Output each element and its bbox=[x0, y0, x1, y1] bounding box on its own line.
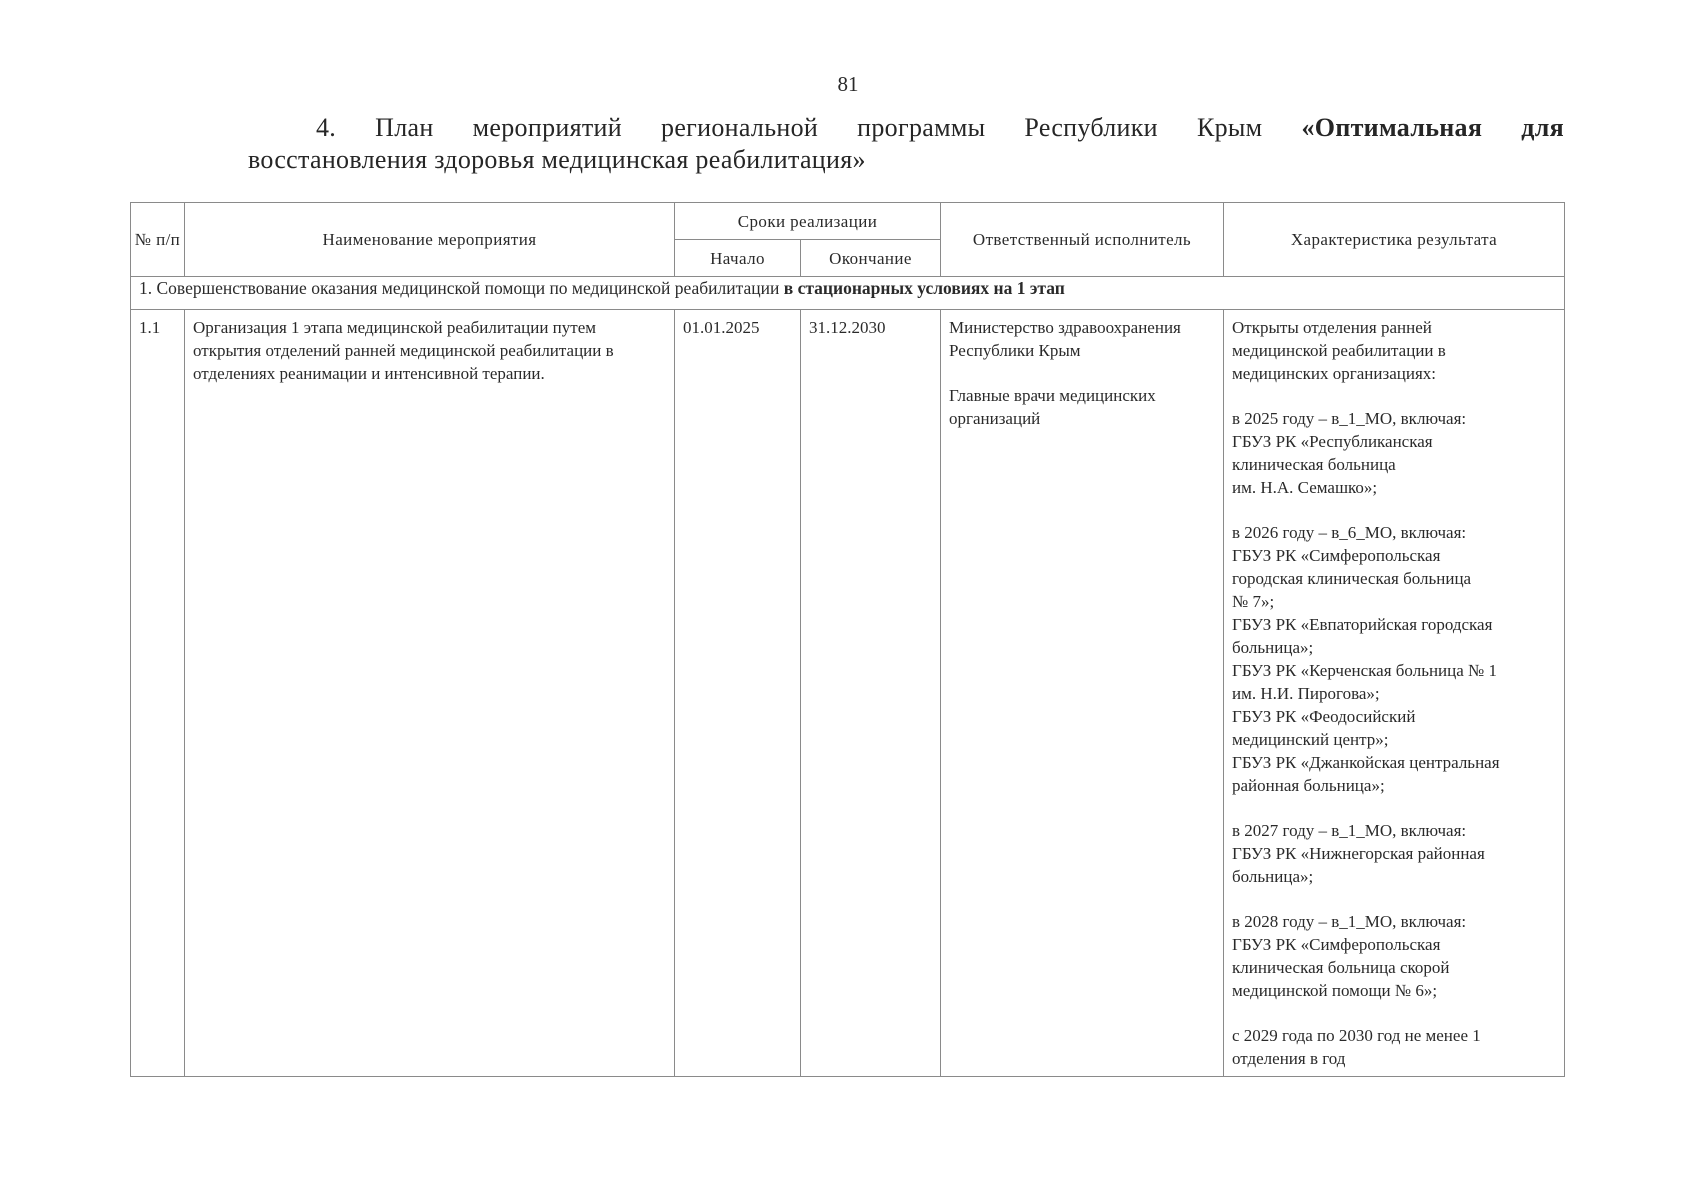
result-line: им. Н.И. Пирогова»; bbox=[1232, 684, 1380, 703]
section-heading-prefix: 1. Совершенствование оказания медицинской помощи по медицинской реабилитации bbox=[139, 278, 784, 298]
header-start: Начало bbox=[675, 240, 801, 277]
title-line-1 bbox=[248, 112, 1564, 144]
result-line: ГБУЗ РК «Республиканская bbox=[1232, 432, 1433, 451]
result-2025 bbox=[1232, 407, 1556, 499]
row-result bbox=[1224, 310, 1565, 1077]
result-line: медицинский центр»; bbox=[1232, 730, 1389, 749]
page-number: 81 bbox=[837, 72, 859, 96]
result-line: № 7»; bbox=[1232, 592, 1275, 611]
header-period: Сроки реализации bbox=[675, 203, 941, 240]
section-heading-bold: в стационарных условиях на 1 этап bbox=[783, 278, 1065, 298]
result-line: медицинской помощи № 6»; bbox=[1232, 981, 1438, 1000]
result-line: больница»; bbox=[1232, 867, 1314, 886]
row-activity-name: Организация 1 этапа медицинской реабилитации путем открытия отделений ранней медицинской реабилитации в отделениях реанимации и интенсивной терапии. bbox=[185, 310, 675, 1077]
document-title bbox=[248, 112, 1564, 176]
result-line: ГБУЗ РК «Керченская больница № 1 bbox=[1232, 661, 1498, 680]
result-line: медицинской реабилитации в bbox=[1232, 341, 1446, 360]
result-line: ГБУЗ РК «Евпаторийская городская bbox=[1232, 615, 1493, 634]
header-end: Окончание bbox=[801, 240, 941, 277]
result-line: ГБУЗ РК «Нижнегорская районная bbox=[1232, 844, 1485, 863]
result-2027 bbox=[1232, 819, 1556, 888]
header-executor: Ответственный исполнитель bbox=[941, 203, 1224, 277]
result-2028 bbox=[1232, 910, 1556, 1002]
result-line: в 2026 году – в_6_МО, включая: bbox=[1232, 523, 1467, 542]
result-line: ГБУЗ РК «Симферопольская bbox=[1232, 935, 1441, 954]
result-line: ГБУЗ РК «Джанкойская центральная bbox=[1232, 753, 1500, 772]
row-start-date: 01.01.2025 bbox=[675, 310, 801, 1077]
row-number: 1.1 bbox=[131, 310, 185, 1077]
header-activity-name: Наименование мероприятия bbox=[185, 203, 675, 277]
table-row bbox=[131, 310, 1565, 1077]
header-result: Характеристика результата bbox=[1224, 203, 1565, 277]
result-line: больница»; bbox=[1232, 638, 1314, 657]
result-line: медицинских организациях: bbox=[1232, 364, 1436, 383]
result-line: городская клиническая больница bbox=[1232, 569, 1472, 588]
result-line: с 2029 года по 2030 год не менее 1 bbox=[1232, 1026, 1481, 1045]
header-number: № п/п bbox=[131, 203, 185, 277]
result-2026 bbox=[1232, 521, 1556, 797]
result-2029-2030 bbox=[1232, 1024, 1556, 1070]
title-line-1-prefix: 4. План мероприятий региональной программы Республики Крым bbox=[316, 113, 1302, 142]
row-executor bbox=[941, 310, 1224, 1077]
executor-ministry: Министерство здравоохранения Республики Крым bbox=[949, 318, 1181, 360]
section-heading bbox=[131, 277, 1565, 310]
result-intro bbox=[1232, 316, 1556, 385]
title-line-2: восстановления здоровья медицинская реабилитация» bbox=[248, 145, 866, 174]
title-line-1-bold: «Оптимальная для bbox=[1301, 113, 1564, 142]
executor-chief-doctors: Главные врачи медицинских организаций bbox=[949, 386, 1156, 428]
result-line: отделения в год bbox=[1232, 1049, 1346, 1068]
result-line: в 2027 году – в_1_МО, включая: bbox=[1232, 821, 1467, 840]
result-line: клиническая больница скорой bbox=[1232, 958, 1450, 977]
result-line: клиническая больница bbox=[1232, 455, 1396, 474]
result-line: районная больница»; bbox=[1232, 776, 1385, 795]
result-line: ГБУЗ РК «Симферопольская bbox=[1232, 546, 1441, 565]
activity-plan-table bbox=[130, 202, 1565, 1077]
result-line: им. Н.А. Семашко»; bbox=[1232, 478, 1378, 497]
result-line: в 2025 году – в_1_МО, включая: bbox=[1232, 409, 1467, 428]
row-end-date: 31.12.2030 bbox=[801, 310, 941, 1077]
result-line: ГБУЗ РК «Феодосийский bbox=[1232, 707, 1416, 726]
result-line: в 2028 году – в_1_МО, включая: bbox=[1232, 912, 1467, 931]
result-line: Открыты отделения ранней bbox=[1232, 318, 1432, 337]
